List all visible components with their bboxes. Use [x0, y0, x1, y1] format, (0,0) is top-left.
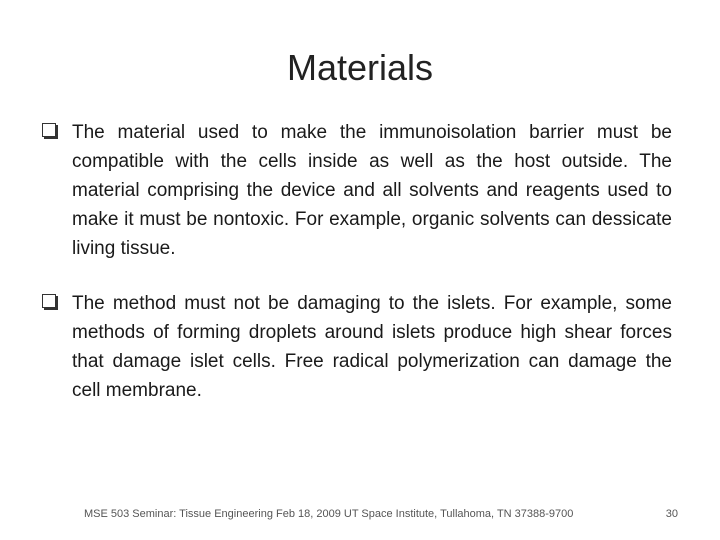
checkbox-bullet-icon	[42, 123, 56, 137]
footer-text: MSE 503 Seminar: Tissue Engineering Feb 18, 2009 UT Space Institute, Tullahoma, TN 37388-9700	[84, 508, 574, 520]
bullet-item	[40, 289, 672, 405]
bullet-text: The method must not be damaging to the islets. For example, some methods of forming droplets around islets produce high shear forces that damage islet cells. Free radical polymerization can damage the cell membrane.	[72, 293, 672, 401]
bullet-text: The material used to make the immunoisolation barrier must be compatible with the cells inside as well as the host outside. The material comprising the device and all solvents and reagents used to make it must be nontoxic. For example, organic solvents can dessicate living tissue.	[72, 122, 672, 259]
bullet-list	[40, 118, 672, 431]
page-number: 30	[665, 508, 678, 520]
bullet-item	[40, 118, 672, 263]
checkbox-bullet-icon	[42, 294, 56, 308]
slide-title: Materials	[286, 47, 434, 88]
